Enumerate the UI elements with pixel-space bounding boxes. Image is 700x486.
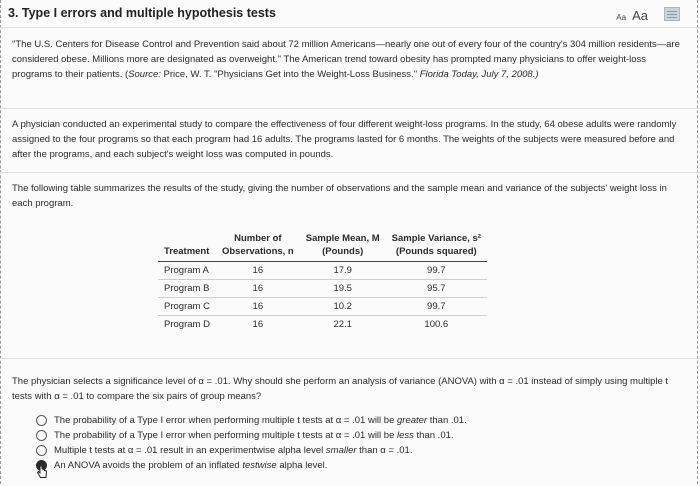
cell-n: 16 — [216, 316, 300, 334]
header-divider — [0, 27, 700, 28]
font-size-decrease-button[interactable]: Aa — [616, 13, 627, 22]
option-text: The probability of a Type I error when performing multiple t tests at α = .01 will be — [54, 415, 397, 426]
option-text: The probability of a Type I error when performing multiple t tests at α = .01 will be — [54, 430, 397, 441]
header-var-line1: Sample Variance, s² — [391, 233, 481, 244]
header-treatment: Treatment — [158, 245, 216, 262]
cell-n: 16 — [216, 262, 300, 280]
radio-button[interactable] — [36, 415, 47, 426]
table-row — [158, 298, 487, 316]
radio-button[interactable] — [36, 430, 47, 441]
cell-mean: 19.5 — [300, 280, 386, 298]
cell-variance: 100.6 — [386, 316, 487, 334]
cell-treatment: Program C — [158, 298, 216, 316]
header-var-line2: (Pounds squared) — [386, 245, 487, 262]
summary-paragraph: The following table summarizes the results of the study, giving the number of observations and the sample mean and variance of the subjects' weight loss in each program. — [12, 183, 667, 209]
table-row — [158, 262, 487, 280]
intro-source-label: Source: — [128, 69, 161, 80]
intro-source-text: Price, W. T. "Physicians Get into the Weight-Loss Business." — [160, 69, 418, 80]
answer-option[interactable] — [34, 413, 467, 428]
results-table — [158, 232, 487, 333]
intro-text: "The U.S. Centers for Disease Control and Prevention said about 72 million Americans—nearly one out of every four of the country's 304 million residents—are considered obese. Millions more are designated as overweight." The American trend toward obesity has prompted many physicians to offer weight-loss programs to their patients. ( — [12, 39, 680, 80]
font-size-control[interactable] — [616, 7, 648, 25]
question-header — [8, 6, 688, 26]
cell-treatment: Program A — [158, 262, 216, 280]
cell-n: 16 — [216, 280, 300, 298]
cell-treatment: Program D — [158, 316, 216, 334]
question-title: 3. Type I errors and multiple hypothesis tests — [8, 6, 276, 20]
divider-3 — [0, 358, 700, 359]
option-emphasis: testwise — [242, 460, 277, 471]
divider-1 — [0, 108, 700, 109]
cell-variance: 99.7 — [386, 298, 487, 316]
header-obs-line1: Number of — [234, 233, 282, 244]
option-emphasis: smaller — [325, 445, 357, 456]
cell-mean: 10.2 — [300, 298, 386, 316]
cell-variance: 95.7 — [386, 280, 487, 298]
cell-mean: 17.9 — [300, 262, 386, 280]
option-text-end: than α = .01. — [356, 445, 413, 456]
cell-n: 16 — [216, 298, 300, 316]
header-mean-line1: Sample Mean, M — [305, 233, 380, 244]
cell-mean: 22.1 — [300, 316, 386, 334]
option-emphasis: less — [397, 430, 414, 441]
font-size-increase-button[interactable]: Aa — [632, 8, 648, 23]
hand-pointer-icon — [36, 465, 48, 479]
header-obs-line2: Observations, n — [216, 245, 300, 262]
option-text: Multiple t tests at α = .01 result in an experimentwise alpha level — [54, 445, 326, 456]
radio-button[interactable] — [36, 445, 47, 456]
question-text: The physician selects a significance level of α = .01. Why should she perform an analysis of variance (ANOVA) with α = .01 instead of simply using multiple t tests with α = .01 to compare the six pairs of group means? — [12, 376, 669, 402]
table-row — [158, 280, 487, 298]
option-text-end: than .01. — [427, 415, 467, 426]
study-paragraph: A physician conducted an experimental study to compare the effectiveness of four different weight-loss programs. In the study, 64 obese adults were randomly assigned to the four programs so that each program had 16 adults. The programs lasted for 6 months. The weights of the subjects were measured before and after the programs, and each subject's weight loss was computed in pounds. — [12, 119, 677, 160]
table-row — [158, 316, 487, 334]
divider-2 — [0, 172, 700, 173]
intro-citation: Florida Today, July 7, 2008.) — [419, 69, 539, 80]
option-text: An ANOVA avoids the problem of an inflated — [54, 460, 243, 471]
answer-option[interactable] — [34, 458, 467, 473]
cell-treatment: Program B — [158, 280, 216, 298]
cell-variance: 99.7 — [386, 262, 487, 280]
intro-paragraph — [12, 37, 688, 82]
answer-option[interactable] — [34, 428, 467, 443]
option-emphasis: greater — [397, 415, 428, 426]
header-mean-line2: (Pounds) — [300, 245, 386, 262]
answer-option[interactable] — [34, 443, 467, 458]
answer-options — [34, 413, 467, 473]
calculator-icon[interactable] — [664, 7, 680, 21]
option-text-end: than .01. — [413, 430, 454, 441]
option-text-end: alpha level. — [276, 460, 328, 471]
